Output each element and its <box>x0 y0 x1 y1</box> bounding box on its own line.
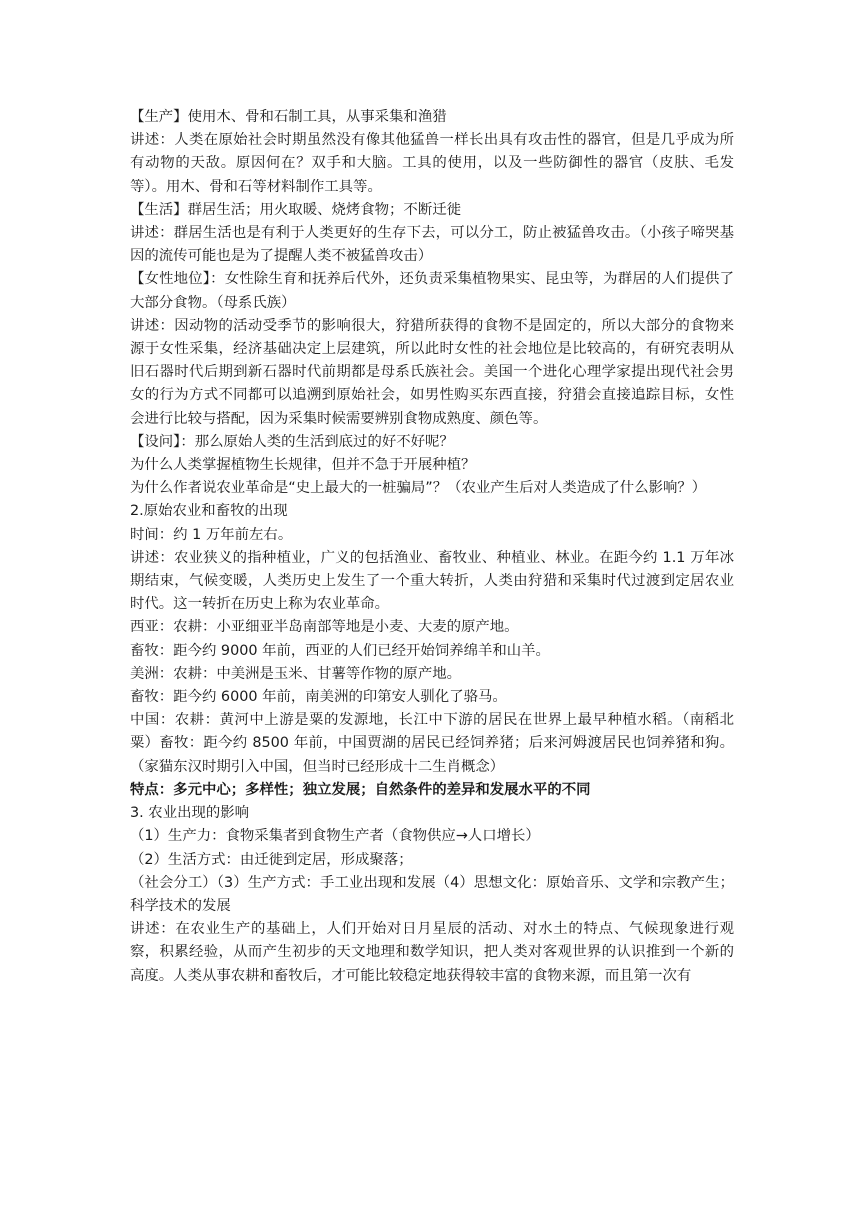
section-heading-impact: 3. 农业出现的影响 <box>130 805 250 822</box>
question-planting: 为什么人类掌握植物生长规律，但并不急于开展种植？ <box>130 457 476 474</box>
impact-productivity: （1）生产力：食物采集者到食物生产者（食物供应→人口增长） <box>130 828 540 845</box>
paragraph-agriculture-explanation: 讲述：农业狭义的指种植业，广义的包括渔业、畜牧业、种植业、林业。在距今约 1.1 万年冰期结束，气候变暖，人类历史上发生了一个重大转折，人类由狩猎和采集时代过渡到定居农业时代。这一转折在历史上称为农业革命。 <box>130 549 734 613</box>
heading-life: 【生活】群居生活；用火取暖、烧烤食物；不断迁徙 <box>130 201 461 218</box>
west-asia-farming: 西亚：农耕：小亚细亚半岛南部等地是小麦、大麦的原产地。 <box>130 619 519 636</box>
impact-production-culture: （社会分工）（3）生产方式：手工业出现和发展（4）思想文化：原始音乐、文学和宗教产生；科学技术的发展 <box>130 874 734 914</box>
paragraph-women-explanation: 讲述：因动物的活动受季节的影响很大，狩猎所获得的食物不是固定的，所以大部分的食物来源于女性采集，经济基础决定上层建筑，所以此时女性的社会地位是比较高的，有研究表明从旧石器时代后期到新石器时代前期都是母系氏族社会。美国一个进化心理学家提出现代社会男女的行为方式不同都可以追溯到原始社会，如男性购买东西直接，狩猎会直接追踪目标，女性会进行比较与搭配，因为采集时候需要辨别食物成熟度、颜色等。 <box>130 317 734 427</box>
paragraph-life-explanation: 讲述：群居生活也是有利于人类更好的生存下去，可以分工，防止被猛兽攻击。（小孩子啼哭基因的流传可能也是为了提醒人类不被猛兽攻击） <box>130 225 734 265</box>
west-asia-herding: 畜牧：距今约 9000 年前，西亚的人们已经开始饲养绵羊和山羊。 <box>130 642 550 659</box>
characteristics-line: 特点：多元中心；多样性；独立发展；自然条件的差异和发展水平的不同 <box>130 781 591 798</box>
time-line: 时间：约 1 万年前左右。 <box>130 526 293 543</box>
question-intro: 【设问】：那么原始人类的生活到底过的好不好呢？ <box>130 433 454 450</box>
china-agriculture: 中国：农耕：黄河中上游是粟的发源地，长江中下游的居民在世界上最早种植水稻。（南稻北粟）畜牧：距今约 8500 年前，中国贾湖的居民已经饲养猪；后来河姆渡居民也饲养猪和狗。（家猫东汉时期引入中国，但当时已经形成十二生肖概念） <box>130 712 734 775</box>
paragraph-impact-explanation: 讲述：在农业生产的基础上，人们开始对日月星辰的活动、对水土的特点、气候现象进行观察，积累经验，从而产生初步的天文地理和数学知识，把人类对客观世界的认识推到一个新的高度。人类从事农耕和畜牧后，才可能比较稳定地获得较丰富的食物来源，而且第一次有 <box>130 921 734 984</box>
america-farming: 美洲：农耕：中美洲是玉米、甘薯等作物的原产地。 <box>130 665 461 682</box>
document-body <box>130 106 734 988</box>
section-heading-agriculture: 2.原始农业和畜牧的出现 <box>130 503 288 520</box>
impact-lifestyle: （2）生活方式：由迁徙到定居，形成聚落； <box>130 851 413 868</box>
america-herding: 畜牧：距今约 6000 年前，南美洲的印第安人驯化了骆马。 <box>130 689 507 706</box>
heading-production: 【生产】使用木、骨和石制工具，从事采集和渔猎 <box>130 109 447 125</box>
question-agricultural-revolution: 为什么作者说农业革命是“史上最大的一桩骗局”？（农业产生后对人类造成了什么影响？） <box>130 480 707 497</box>
heading-women-status: 【女性地位】：女性除生育和抚养后代外，还负责采集植物果实、昆虫等，为群居的人们提供了大部分食物。（母系氏族） <box>130 271 734 311</box>
paragraph-production-explanation: 讲述：人类在原始社会时期虽然没有像其他猛兽一样长出具有攻击性的器官，但是几乎成为所有动物的天敌。原因何在？双手和大脑。工具的使用，以及一些防御性的器官（皮肤、毛发等）。用木、骨和石等材料制作工具等。 <box>130 132 734 195</box>
